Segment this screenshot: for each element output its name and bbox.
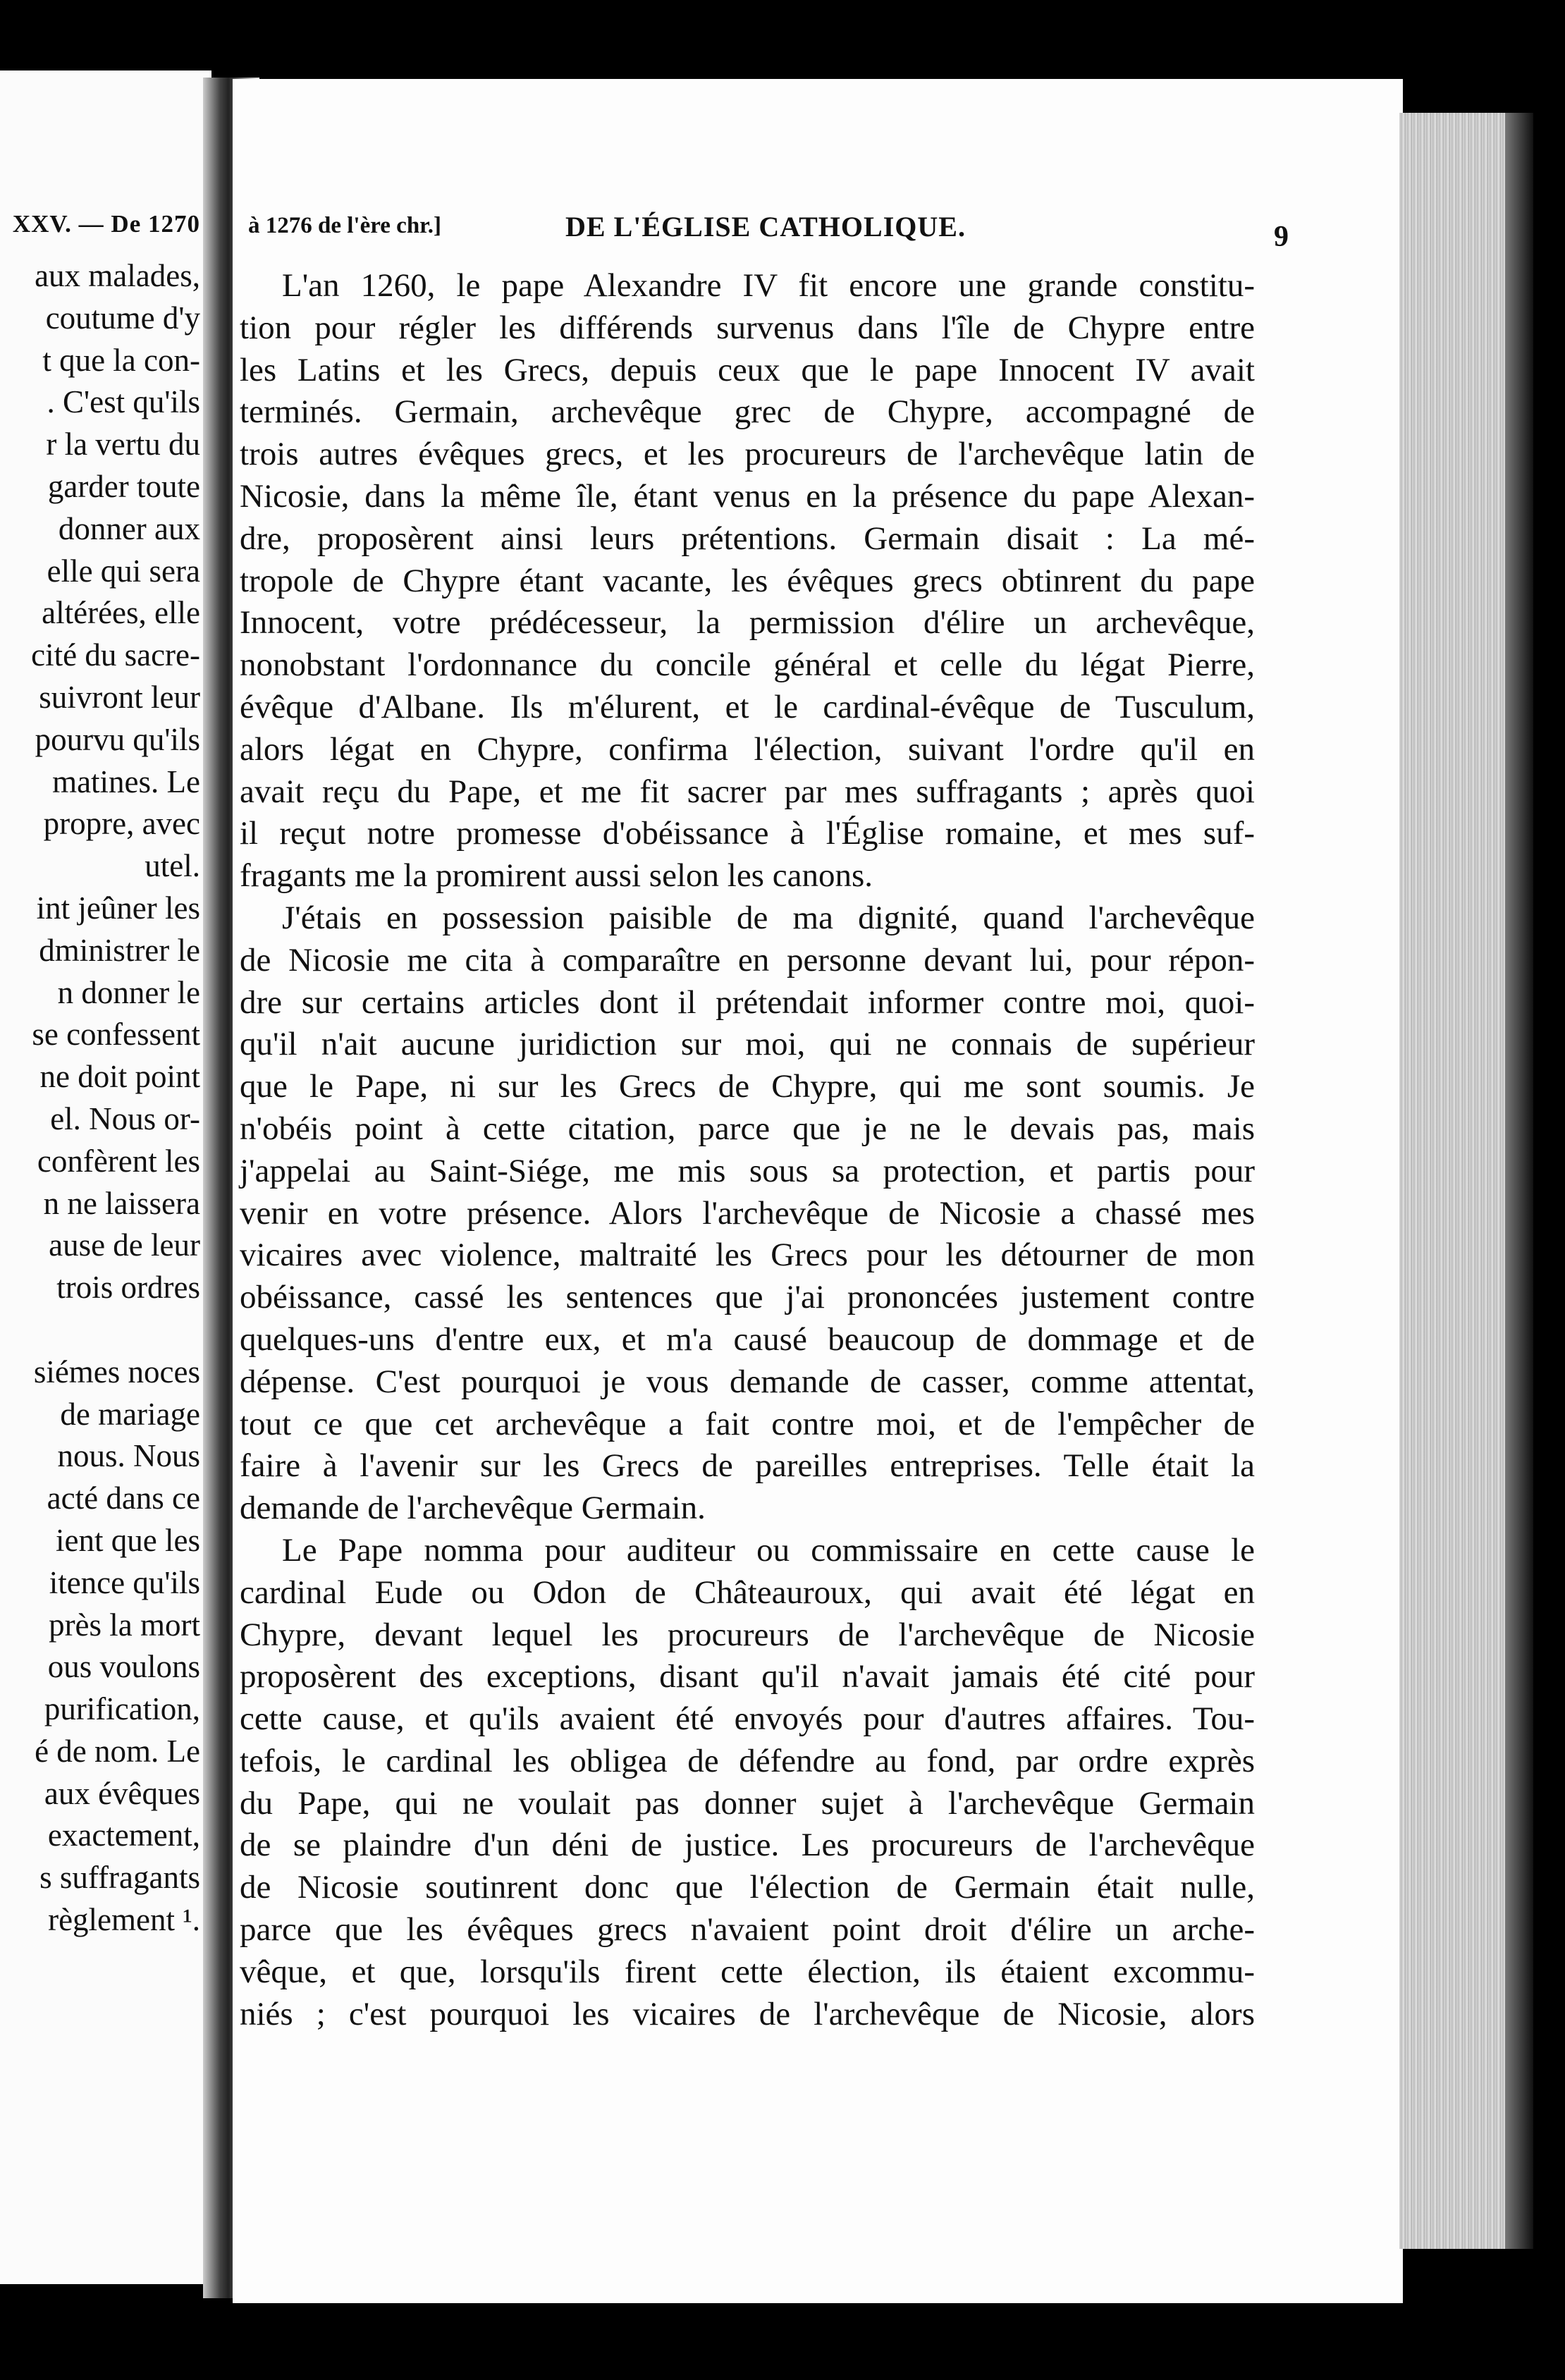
text-line: j'appelai au Saint-Siége, me mis sous sa protection, et partis pour <box>240 1152 1255 1189</box>
left-text-line: itence qu'ils <box>49 1564 200 1600</box>
text-line: tefois, le cardinal les obligea de défendre au fond, par ordre exprès <box>240 1742 1255 1779</box>
text-line: venir en votre présence. Alors l'archevêque de Nicosie a chassé mes <box>240 1194 1255 1232</box>
text-line: niés ; c'est pourquoi les vicaires de l'archevêque de Nicosie, alors <box>240 1995 1255 2032</box>
left-text-line: matines. Le <box>52 763 200 799</box>
text-line: de Nicosie soutinrent donc que l'élection de Germain était nulle, <box>240 1869 1255 1906</box>
text-line: J'étais en possession paisible de ma dignité, quand l'archevêque <box>282 899 1255 936</box>
body-text <box>240 265 1255 2035</box>
left-text-line: trois ordres <box>56 1270 200 1306</box>
left-text-line: ne doit point <box>39 1059 200 1095</box>
left-page-text <box>0 255 200 1942</box>
left-text-line: coutume d'y <box>45 300 200 336</box>
left-text-line: confèrent les <box>37 1143 200 1179</box>
left-text-line: exactement, <box>47 1817 200 1853</box>
left-text-line: ient que les <box>56 1522 200 1558</box>
left-text-line: . C'est qu'ils <box>47 384 200 420</box>
text-line: faire à l'avenir sur les Grecs de pareilles entreprises. Telle était la <box>240 1447 1255 1485</box>
left-text-line: utel. <box>145 848 200 884</box>
text-line: que le Pape, ni sur les Grecs de Chypre, qui me sont soumis. Je <box>240 1068 1255 1105</box>
left-text-line <box>0 1309 200 1351</box>
text-line: tout ce que cet archevêque a fait contre moi, et de l'empêcher de <box>240 1405 1255 1442</box>
text-line: obéissance, cassé les sentences que j'ai prononcées justement contre <box>240 1279 1255 1316</box>
page-number: 9 <box>1274 221 1289 253</box>
text-line: les Latins et les Grecs, depuis ceux que le pape Innocent IV avait <box>240 351 1255 388</box>
text-line: dépense. C'est pourquoi je vous demande de casser, comme attentat, <box>240 1363 1255 1400</box>
left-text-line: pourvu qu'ils <box>35 721 200 757</box>
left-text-line: altérées, elle <box>42 595 200 631</box>
text-line: de Nicosie me cita à comparaître en personne devant lui, pour répon- <box>240 941 1255 979</box>
running-head-title: DE L'ÉGLISE CATHOLIQUE. <box>565 211 966 243</box>
left-text-line: purification, <box>44 1691 200 1727</box>
left-text-line: ous voulons <box>47 1649 200 1685</box>
text-line: cardinal Eude ou Odon de Châteauroux, qui avait été légat en <box>240 1574 1255 1611</box>
left-text-line: int jeûner les <box>36 890 200 926</box>
text-line: quelques-uns d'entre eux, et m'a causé beaucoup de dommage et de <box>240 1320 1255 1358</box>
left-text-line: de mariage <box>60 1396 200 1432</box>
text-line: vicaires avec violence, maltraité les Grecs pour les détourner de mon <box>240 1237 1255 1274</box>
running-head <box>248 211 1289 255</box>
text-line: n'obéis point à cette citation, parce que je ne le devais pas, mais <box>240 1110 1255 1147</box>
text-line: qu'il n'ait aucune juridiction sur moi, qui ne connais de supérieur <box>240 1026 1255 1063</box>
text-line: tropole de Chypre étant vacante, les évêques grecs obtinrent du pape <box>240 562 1255 599</box>
page-edges <box>1399 113 1505 2249</box>
left-text-line: cité du sacre- <box>31 637 200 673</box>
text-line: tion pour régler les différends survenus dans l'île de Chypre entre <box>240 309 1255 346</box>
text-line: Le Pape nomma pour auditeur ou commissaire en cette cause le <box>282 1531 1255 1569</box>
left-text-line: donner aux <box>58 510 200 546</box>
left-text-line: près la mort <box>49 1607 200 1643</box>
left-text-line: t que la con- <box>42 342 200 378</box>
text-line: Innocent, votre prédécesseur, la permission d'élire un archevêque, <box>240 604 1255 642</box>
left-text-line: é de nom. Le <box>35 1733 200 1769</box>
left-text-line: s suffragants <box>39 1860 200 1896</box>
left-text-line: acté dans ce <box>47 1480 200 1516</box>
left-text-line: aux évêques <box>44 1775 200 1811</box>
left-text-line: ause de leur <box>49 1227 200 1263</box>
left-text-line: règlement ¹. <box>48 1902 200 1938</box>
left-text-line: elle qui sera <box>47 553 200 589</box>
left-text-line: n ne laissera <box>43 1185 200 1221</box>
book-edge-shadow <box>1505 113 1533 2249</box>
text-line: dre sur certains articles dont il prétendait informer contre moi, quoi- <box>240 983 1255 1021</box>
left-running-head: XXV. — De 1270 <box>12 210 200 238</box>
text-line: avait reçu du Pape, et me fit sacrer par mes suffragants ; après quoi <box>240 773 1255 810</box>
text-line: L'an 1260, le pape Alexandre IV fit encore une grande constitu- <box>282 267 1255 304</box>
text-line: dre, proposèrent ainsi leurs prétentions. Germain disait : La mé- <box>240 520 1255 557</box>
text-line: proposèrent des exceptions, disant qu'il n'avait jamais été cité pour <box>240 1658 1255 1695</box>
text-line: trois autres évêques grecs, et les procureurs de l'archevêque latin de <box>240 436 1255 473</box>
text-line: alors légat en Chypre, confirma l'élection, suivant l'ordre qu'il en <box>240 730 1255 768</box>
text-line: évêque d'Albane. Ils m'élurent, et le cardinal-évêque de Tusculum, <box>240 688 1255 725</box>
left-text-line: nous. Nous <box>57 1438 200 1474</box>
left-text-line: se confessent <box>32 1017 200 1053</box>
text-line: il reçut notre promesse d'obéissance à l'Église romaine, et mes suf- <box>240 815 1255 852</box>
text-line: de se plaindre d'un déni de justice. Les procureurs de l'archevêque <box>240 1827 1255 1864</box>
text-line: Nicosie, dans la même île, étant venus en la présence du pape Alexan- <box>240 477 1255 515</box>
left-text-line: propre, avec <box>43 806 200 842</box>
text-line: terminés. Germain, archevêque grec de Chypre, accompagné de <box>240 393 1255 431</box>
text-line: parce que les évêques grecs n'avaient point droit d'élire un arche- <box>240 1911 1255 1949</box>
left-text-line: r la vertu du <box>46 427 200 462</box>
left-text-line: dministrer le <box>39 932 200 968</box>
left-text-line: garder toute <box>47 468 200 504</box>
text-line: du Pape, qui ne voulait pas donner sujet à l'archevêque Germain <box>240 1784 1255 1822</box>
left-text-line: suivront leur <box>39 679 200 715</box>
text-line: vêque, et que, lorsqu'ils firent cette élection, ils étaient excommu- <box>240 1953 1255 1990</box>
left-text-line: aux malades, <box>35 258 200 293</box>
text-line: cette cause, et qu'ils avaient été envoyés pour d'autres affaires. Tou- <box>240 1700 1255 1738</box>
running-head-date-range: à 1276 de l'ère chr.] <box>248 213 442 238</box>
text-line: demande de l'archevêque Germain. <box>240 1490 706 1527</box>
left-text-line: el. Nous or- <box>50 1100 200 1136</box>
text-line: nonobstant l'ordonnance du concile général et celle du légat Pierre, <box>240 646 1255 684</box>
text-line: fragants me la promirent aussi selon les canons. <box>240 857 873 895</box>
facing-page-left <box>0 70 211 2284</box>
left-text-line: n donner le <box>57 974 200 1010</box>
left-text-line: siémes noces <box>33 1354 200 1390</box>
text-line: Chypre, devant lequel les procureurs de l'archevêque de Nicosie <box>240 1616 1255 1653</box>
